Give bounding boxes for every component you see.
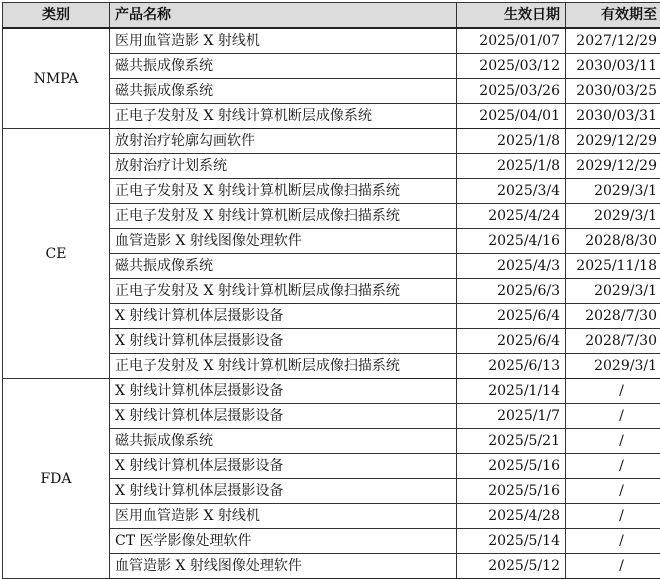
effective-date-cell: 2025/6/4 — [457, 329, 566, 354]
valid-until-cell: 2028/7/30 — [566, 329, 660, 354]
valid-until-cell: 2030/03/25 — [566, 79, 660, 104]
table-body — [3, 28, 660, 579]
effective-date-cell: 2025/1/8 — [457, 129, 566, 154]
valid-until-cell: 2025/11/18 — [566, 254, 660, 279]
effective-date-cell: 2025/01/07 — [457, 28, 566, 54]
product-name-cell: 放射治疗轮廓勾画软件 — [110, 129, 457, 154]
effective-date-cell: 2025/04/01 — [457, 104, 566, 129]
valid-until-cell: / — [566, 504, 660, 529]
product-name-cell: X 射线计算机体层摄影设备 — [110, 454, 457, 479]
product-name-cell: X 射线计算机体层摄影设备 — [110, 404, 457, 429]
effective-date-cell: 2025/5/16 — [457, 479, 566, 504]
product-name-cell: 正电子发射及 X 射线计算机断层成像扫描系统 — [110, 354, 457, 379]
product-name-cell: X 射线计算机体层摄影设备 — [110, 304, 457, 329]
effective-date-cell: 2025/03/26 — [457, 79, 566, 104]
valid-until-cell: 2029/3/1 — [566, 279, 660, 304]
product-name-cell: 磁共振成像系统 — [110, 429, 457, 454]
valid-until-cell: / — [566, 404, 660, 429]
valid-until-cell: 2029/3/1 — [566, 179, 660, 204]
product-name-cell: 磁共振成像系统 — [110, 79, 457, 104]
category-cell: FDA — [3, 379, 110, 579]
valid-until-cell: 2029/3/1 — [566, 354, 660, 379]
category-cell: CE — [3, 129, 110, 379]
effective-date-cell: 2025/4/16 — [457, 229, 566, 254]
effective-date-cell: 2025/1/7 — [457, 404, 566, 429]
valid-until-cell: / — [566, 379, 660, 404]
header-category: 类别 — [3, 3, 110, 29]
valid-until-cell: / — [566, 554, 660, 579]
product-name-cell: 医用血管造影 X 射线机 — [110, 504, 457, 529]
effective-date-cell: 2025/5/21 — [457, 429, 566, 454]
product-name-cell: 放射治疗计划系统 — [110, 154, 457, 179]
table-header — [3, 3, 660, 29]
valid-until-cell: 2027/12/29 — [566, 28, 660, 54]
product-name-cell: X 射线计算机体层摄影设备 — [110, 329, 457, 354]
product-name-cell: 正电子发射及 X 射线计算机断层成像扫描系统 — [110, 279, 457, 304]
header-product-name: 产品名称 — [110, 3, 457, 29]
effective-date-cell: 2025/6/4 — [457, 304, 566, 329]
product-name-cell: 医用血管造影 X 射线机 — [110, 28, 457, 54]
product-name-cell: 血管造影 X 射线图像处理软件 — [110, 554, 457, 579]
product-name-cell: 磁共振成像系统 — [110, 254, 457, 279]
product-name-cell: 血管造影 X 射线图像处理软件 — [110, 229, 457, 254]
valid-until-cell: 2030/03/11 — [566, 54, 660, 79]
valid-until-cell: 2029/3/1 — [566, 204, 660, 229]
effective-date-cell: 2025/1/14 — [457, 379, 566, 404]
valid-until-cell: / — [566, 429, 660, 454]
header-row — [3, 3, 660, 29]
product-name-cell: X 射线计算机体层摄影设备 — [110, 479, 457, 504]
product-name-cell: 正电子发射及 X 射线计算机断层成像扫描系统 — [110, 179, 457, 204]
effective-date-cell: 2025/5/12 — [457, 554, 566, 579]
product-name-cell: 正电子发射及 X 射线计算机断层成像扫描系统 — [110, 204, 457, 229]
valid-until-cell: 2028/8/30 — [566, 229, 660, 254]
valid-until-cell: / — [566, 529, 660, 554]
product-name-cell: 正电子发射及 X 射线计算机断层成像系统 — [110, 104, 457, 129]
effective-date-cell: 2025/4/24 — [457, 204, 566, 229]
valid-until-cell: 2029/12/29 — [566, 129, 660, 154]
product-name-cell: CT 医学影像处理软件 — [110, 529, 457, 554]
effective-date-cell: 2025/5/14 — [457, 529, 566, 554]
effective-date-cell: 2025/5/16 — [457, 454, 566, 479]
valid-until-cell: 2029/12/29 — [566, 154, 660, 179]
table-row — [3, 379, 660, 404]
valid-until-cell: / — [566, 454, 660, 479]
header-valid-until: 有效期至 — [566, 3, 660, 29]
product-name-cell: 磁共振成像系统 — [110, 54, 457, 79]
effective-date-cell: 2025/6/13 — [457, 354, 566, 379]
header-effective-date: 生效日期 — [457, 3, 566, 29]
effective-date-cell: 2025/4/3 — [457, 254, 566, 279]
category-cell: NMPA — [3, 28, 110, 129]
valid-until-cell: 2028/7/30 — [566, 304, 660, 329]
valid-until-cell: / — [566, 479, 660, 504]
registration-table — [2, 2, 660, 579]
effective-date-cell: 2025/4/28 — [457, 504, 566, 529]
effective-date-cell: 2025/3/4 — [457, 179, 566, 204]
table-row — [3, 28, 660, 54]
valid-until-cell: 2030/03/31 — [566, 104, 660, 129]
table-row — [3, 129, 660, 154]
effective-date-cell: 2025/6/3 — [457, 279, 566, 304]
effective-date-cell: 2025/03/12 — [457, 54, 566, 79]
effective-date-cell: 2025/1/8 — [457, 154, 566, 179]
product-name-cell: X 射线计算机体层摄影设备 — [110, 379, 457, 404]
